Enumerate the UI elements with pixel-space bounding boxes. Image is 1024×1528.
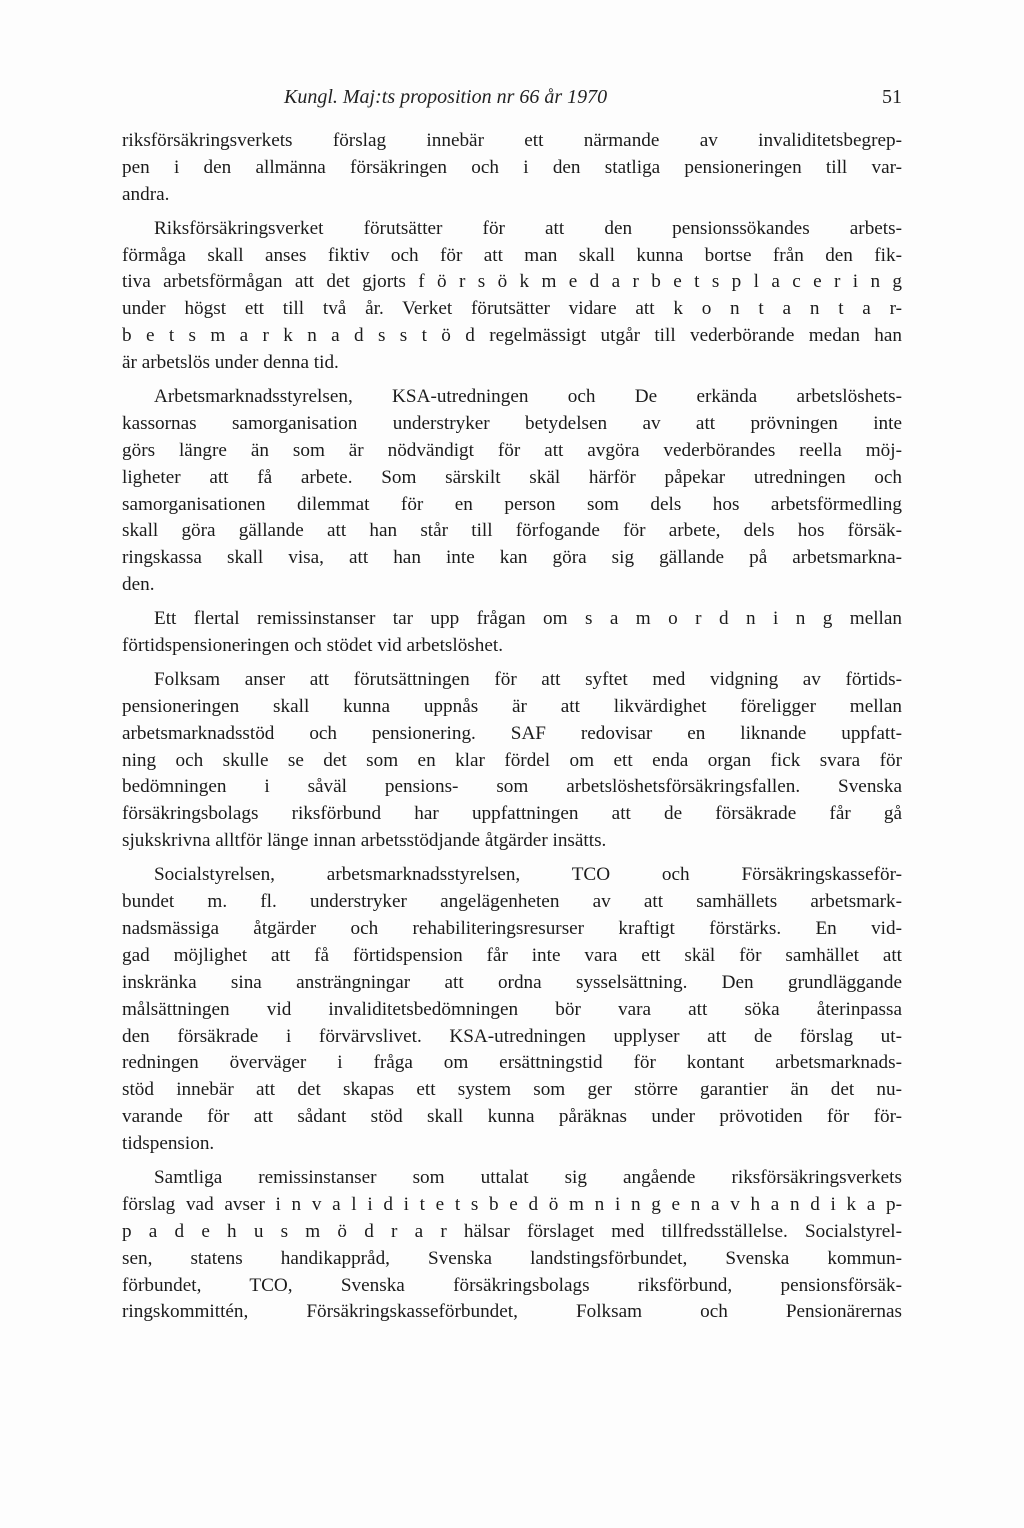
text-line: Folksam anser att förutsättningen för att syftet med vidgning av förtids-	[154, 668, 902, 690]
text-line: förmåga skall anses fiktiv och för att man skall kunna bortse från den fik-	[122, 244, 902, 266]
text-line: stöd innebär att det skapas ett system som ger större garantier än det nu-	[122, 1079, 902, 1101]
text-line: ringskommittén, Försäkringskasseförbundet, Folksam och Pensionärernas	[122, 1301, 902, 1323]
text-line: sjukskrivna alltför länge innan arbetsstödjande åtgärder insätts.	[122, 830, 607, 852]
text-line: kassornas samorganisation understryker betydelsen av att prövningen inte	[122, 412, 902, 434]
text-line: görs längre än som är nödvändigt för att avgöra vederbörandes reella möj-	[122, 439, 902, 461]
text-line: p a d e h u s m ö d r a r hälsar förslaget med tillfredsställelse. Socialstyrel-	[122, 1220, 902, 1242]
text-line: den.	[122, 574, 155, 596]
text-line: b e t s m a r k n a d s s t ö d regelmässigt utgår till vederbörande medan han	[122, 325, 902, 347]
text-line: Samtliga remissinstanser som uttalat sig angående riksförsäkringsverkets	[154, 1166, 902, 1188]
text-line: redningen överväger i fråga om ersättningstid för kontant arbetsmarknads-	[122, 1052, 902, 1074]
text-line: varande för att sådant stöd skall kunna påräknas under prövotiden för för-	[122, 1106, 902, 1128]
text-line: andra.	[122, 183, 170, 205]
text-line: inskränka sina ansträngningar att ordna sysselsättning. Den grundläggande	[122, 971, 902, 993]
text-line: skall göra gällande att han står till förfogande för arbete, dels hos försäk-	[122, 520, 902, 542]
text-line: samorganisationen dilemmat för en person som dels hos arbetsförmedling	[122, 493, 902, 515]
body-text	[122, 128, 902, 1326]
text-line: förslag vad avser i n v a l i d i t e t s b e d ö m n i n g e n a v h a n d i k a p-	[122, 1193, 902, 1215]
text-line: Arbetsmarknadsstyrelsen, KSA-utredningen och De erkända arbetslöshets-	[154, 386, 902, 408]
text-line: ringskassa skall visa, att han inte kan göra sig gällande på arbetsmarkna-	[122, 547, 902, 569]
text-line: gad möjlighet att få förtidspension får inte vara ett skäl för samhället att	[122, 944, 902, 966]
text-line: är arbetslös under denna tid.	[122, 352, 339, 374]
text-line: riksförsäkringsverkets förslag innebär ett närmande av invaliditetsbegrep-	[122, 130, 902, 151]
page-number: 51	[882, 86, 902, 108]
paragraph-gap	[122, 377, 902, 384]
text-line: pen i den allmänna försäkringen och i den statliga pensioneringen till var-	[122, 156, 902, 178]
text-line: Riksförsäkringsverket förutsätter för att den pensionssökandes arbets-	[154, 217, 902, 239]
text-line: tiva arbetsförmågan att det gjorts f ö r s ö k m e d a r b e t s p l a c e r i n g	[122, 271, 902, 293]
text-line: målsättningen vid invaliditetsbedömningen bör vara att söka återinpassa	[122, 998, 902, 1020]
text-line: sen, statens handikappråd, Svenska landstingsförbundet, Svenska kommun-	[122, 1247, 902, 1269]
text-line: bundet m. fl. understryker angelägenheten av att samhällets arbetsmark-	[122, 891, 902, 913]
text-line: pensioneringen skall kunna uppnås är att likvärdighet föreligger mellan	[122, 695, 902, 717]
text-line: under högst ett till två år. Verket förutsätter vidare att k o n t a n t a r-	[122, 298, 902, 320]
text-line: ning och skulle se det som en klar fördel om ett enda organ fick svara för	[122, 749, 902, 771]
paragraph-gap	[122, 599, 902, 606]
text-line: försäkringsbolags riksförbund har uppfattningen att de försäkrade får gå	[122, 803, 902, 825]
running-title: Kungl. Maj:ts proposition nr 66 år 1970	[284, 86, 608, 108]
paragraph-gap	[122, 209, 902, 216]
text-line: förtidspensioneringen och stödet vid arbetslöshet.	[122, 635, 504, 657]
paragraph-gap	[122, 1158, 902, 1165]
page-header	[0, 86, 1024, 116]
paragraph-gap	[122, 855, 902, 862]
text-line: Ett flertal remissinstanser tar upp frågan om s a m o r d n i n g mellan	[154, 608, 902, 630]
text-line: arbetsmarknadsstöd och pensionering. SAF redovisar en liknande uppfatt-	[122, 722, 902, 744]
text-line: ligheter att få arbete. Som särskilt skäl härför påpekar utredningen och	[122, 466, 902, 488]
paragraph-gap	[122, 660, 902, 667]
text-line: den försäkrade i förvärvslivet. KSA-utredningen upplyser att de förslag ut-	[122, 1025, 902, 1047]
text-line: tidspension.	[122, 1133, 215, 1155]
text-line: nadsmässiga åtgärder och rehabiliteringsresurser kraftigt förstärks. En vid-	[122, 917, 902, 939]
text-line: Socialstyrelsen, arbetsmarknadsstyrelsen, TCO och Försäkringskasseför-	[154, 864, 902, 886]
text-line: förbundet, TCO, Svenska försäkringsbolags riksförbund, pensionsförsäk-	[122, 1274, 902, 1296]
text-line: bedömningen i såväl pensions- som arbetslöshetsförsäkringsfallen. Svenska	[122, 776, 902, 798]
